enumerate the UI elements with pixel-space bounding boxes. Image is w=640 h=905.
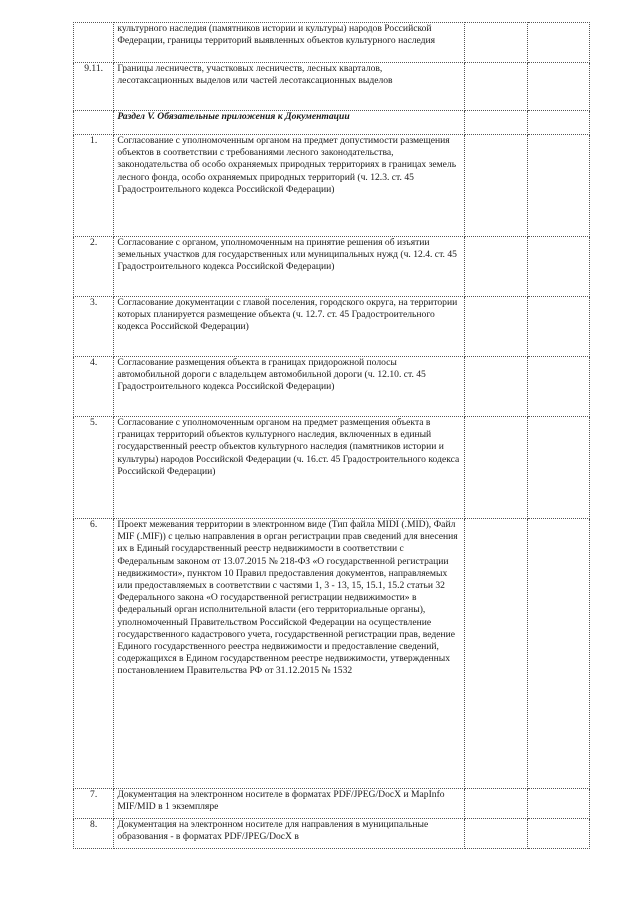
row-text: Границы лесничеств, участковых лесничеств, лесных кварталов, лесотаксационных выделов или частей лесотаксационных выделов (114, 63, 465, 111)
table-row (74, 789, 590, 819)
row-number: 3. (74, 297, 114, 357)
empty-cell (527, 297, 589, 357)
table-row (74, 135, 590, 237)
empty-cell (465, 417, 527, 519)
empty-cell (465, 63, 527, 111)
table-row (74, 63, 590, 111)
table-row (74, 23, 590, 63)
empty-cell (527, 23, 589, 63)
table-row (74, 819, 590, 849)
empty-cell (527, 417, 589, 519)
empty-cell (527, 135, 589, 237)
section-title: Раздел V. Обязательные приложения к Документации (114, 111, 465, 135)
empty-cell (527, 519, 589, 789)
row-text: Согласование с органом, уполномоченным на принятие решения об изъятии земельных участков для государственных или муниципальных нужд (ч. 12.4. ст. 45 Градостроительного кодекса Российской Федерации) (114, 237, 465, 297)
row-text: Согласование размещения объекта в границах придорожной полосы автомобильной дороги с владельцем автомобильной дороги (ч. 12.10. ст. 45 Градостроительного кодекса Российской Федерации) (114, 357, 465, 417)
row-number (74, 23, 114, 63)
row-number (74, 111, 114, 135)
table-row (74, 357, 590, 417)
empty-cell (465, 519, 527, 789)
empty-cell (465, 789, 527, 819)
row-text: Проект межевания территории в электронном виде (Тип файла MIDI (.MID), Файл MIF (.MIF)) с целью направления в орган регистрации прав сведений для внесения их в Единый государственный реестр недвижимости в соответствии с Федеральным законом от 13.07.2015 № 218-ФЗ «О государственной регистрации недвижимости», пунктом 10 Правил предоставления документов, направляемых или предоставляемых в соответствии с частями 1, 3 - 13, 15, 15.1, 15.2 статьи 32 Федерального закона «О государственной регистрации недвижимости» в федеральный орган исполнительной власти (его территориальные органы), уполномоченный Правительством Российской Федерации на осуществление государственного кадастрового учета, государственной регистрации прав, ведение Единого государственного реестра недвижимости и предоставление сведений, содержащихся в Едином государственном реестре недвижимости, утвержденных постановлением Правительства РФ от 31.12.2015 № 1532 (114, 519, 465, 789)
table-row (74, 297, 590, 357)
row-text: Согласование документации с главой поселения, городского округа, на территории которых планируется размещение объекта (ч. 12.7. ст. 45 Градостроительного кодекса Российской Федерации) (114, 297, 465, 357)
empty-cell (527, 237, 589, 297)
row-number: 9.11. (74, 63, 114, 111)
empty-cell (465, 135, 527, 237)
empty-cell (465, 297, 527, 357)
empty-cell (465, 819, 527, 849)
row-text: Согласование с уполномоченным органом на предмет размещения объекта в границах территорий объектов культурного наследия, включенных в единый государственный реестр объектов культурного наследия (памятников истории и культуры) народов Российской Федерации (ч. 16.ст. 45 Градостроительного кодекса Российской Федерации) (114, 417, 465, 519)
empty-cell (527, 789, 589, 819)
empty-cell (465, 111, 527, 135)
row-text: Документация на электронном носителе для направления в муниципальные образования - в форматах PDF/JPEG/DocX в (114, 819, 465, 849)
table-row (74, 519, 590, 789)
row-number: 2. (74, 237, 114, 297)
empty-cell (527, 111, 589, 135)
empty-cell (465, 237, 527, 297)
row-number: 5. (74, 417, 114, 519)
table-row (74, 417, 590, 519)
empty-cell (527, 357, 589, 417)
row-number: 7. (74, 789, 114, 819)
row-text: культурного наследия (памятников истории и культуры) народов Российской Федерации, границы территорий выявленных объектов культурного наследия (114, 23, 465, 63)
empty-cell (465, 23, 527, 63)
row-number: 4. (74, 357, 114, 417)
row-text: Документация на электронном носителе в форматах PDF/JPEG/DocX и MapInfo MIF/MID в 1 экземпляре (114, 789, 465, 819)
requirements-table (73, 22, 590, 849)
empty-cell (527, 819, 589, 849)
row-number: 8. (74, 819, 114, 849)
table-row (74, 237, 590, 297)
empty-cell (465, 357, 527, 417)
row-text: Согласование с уполномоченным органом на предмет допустимости размещения объектов в соответствии с требованиями лесного законодательства, законодательства об особо охраняемых природных территориях в границах земель лесного фонда, особо охраняемых природных территорий (ч. 12.3. ст. 45 Градостроительного кодекса Российской Федерации) (114, 135, 465, 237)
section-header-row (74, 111, 590, 135)
row-number: 1. (74, 135, 114, 237)
empty-cell (527, 63, 589, 111)
row-number: 6. (74, 519, 114, 789)
